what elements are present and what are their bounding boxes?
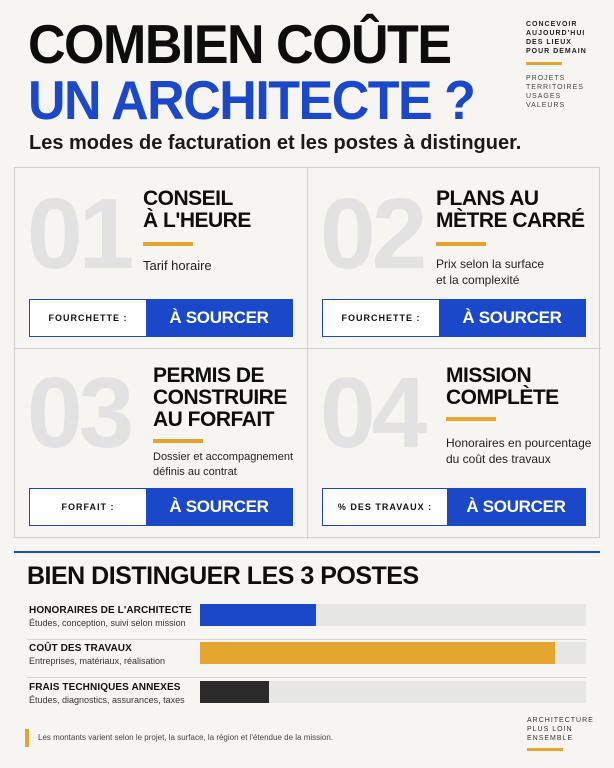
footnote-accent-bar <box>25 729 29 747</box>
card-title-line: MÈTRE CARRÉ <box>436 209 585 232</box>
side-tag: PROJETS <box>526 75 566 82</box>
card-title-line: CONSEIL <box>143 187 233 210</box>
card-description-line: définis au contrat <box>153 466 237 478</box>
cost-item-description: Études, conception, suivi selon mission <box>29 618 186 628</box>
price-value: À SOURCER <box>146 300 292 336</box>
footnote: Les montants varient selon le projet, la surface, la région et l'étendue de la mission. <box>38 733 334 742</box>
cost-item-description: Entreprises, matériaux, réalisation <box>29 656 166 666</box>
card-description <box>446 435 591 467</box>
side-tag: USAGES <box>526 93 562 100</box>
side-signature-line: ARCHITECTURE <box>527 717 594 724</box>
billing-card <box>15 349 308 539</box>
side-signature <box>527 716 607 751</box>
title-line-2: UN ARCHITECTE ? <box>28 70 475 132</box>
side-tagline-line: AUJOURD'HUI <box>526 30 586 37</box>
card-title <box>143 188 251 232</box>
card-number: 04 <box>320 357 424 469</box>
card-title-line: COMPLÈTE <box>446 386 559 409</box>
price-value: À SOURCER <box>439 300 585 336</box>
cost-item-description: Études, diagnostics, assurances, taxes <box>29 695 185 705</box>
price-label: FORFAIT : <box>61 502 115 512</box>
cost-item <box>27 679 587 717</box>
billing-modes-grid <box>14 167 600 538</box>
card-description-line: Tarif horaire <box>143 258 212 273</box>
cost-bar-fill <box>200 604 316 626</box>
side-signature-line: ENSEMBLE <box>527 735 574 742</box>
side-accent-bar <box>527 748 563 751</box>
cost-item-name: FRAIS TECHNIQUES ANNEXES <box>29 682 181 693</box>
card-title <box>436 188 585 232</box>
billing-card <box>15 168 308 349</box>
cost-bar-fill <box>200 642 555 664</box>
cost-bar-track <box>200 642 586 664</box>
title-line-1: COMBIEN COÛTE <box>28 14 451 76</box>
card-title-line: À L'HEURE <box>143 209 251 232</box>
card-title <box>153 365 287 431</box>
side-tag: TERRITOIRES <box>526 84 584 91</box>
price-value: À SOURCER <box>146 489 292 525</box>
price-label: % DES TRAVAUX : <box>337 502 433 512</box>
card-description-line: et la complexité <box>436 273 520 287</box>
price-box <box>29 488 293 526</box>
card-description-line: Prix selon la surface <box>436 257 545 271</box>
section-title: BIEN DISTINGUER LES 3 POSTES <box>27 562 419 590</box>
side-signature-line: PLUS LOIN <box>527 726 573 733</box>
card-description-line: Dossier et accompagnement <box>153 451 294 463</box>
section-divider <box>14 551 600 553</box>
side-tagline-line: CONCEVOIR <box>526 21 578 28</box>
card-description-line: du coût des travaux <box>446 452 551 466</box>
card-description-line: Honoraires en pourcentage <box>446 436 592 450</box>
cost-bar-track <box>200 681 586 703</box>
card-title <box>446 365 559 409</box>
card-description <box>143 258 212 274</box>
side-tag: VALEURS <box>526 102 566 109</box>
card-description <box>436 256 544 288</box>
side-tagline-line: POUR DEMAIN <box>526 48 587 55</box>
cost-item <box>27 640 587 678</box>
card-accent-bar <box>436 242 486 246</box>
card-title-line: PERMIS DE <box>153 364 265 387</box>
card-title-line: PLANS AU <box>436 187 539 210</box>
cost-bar-fill <box>200 681 269 703</box>
card-number: 01 <box>27 178 131 290</box>
side-tagline <box>526 20 606 110</box>
price-value: À SOURCER <box>447 489 585 525</box>
card-accent-bar <box>446 417 496 421</box>
price-label: FOURCHETTE : <box>341 313 421 323</box>
card-accent-bar <box>143 242 193 246</box>
subtitle: Les modes de facturation et les postes à distinguer. <box>29 132 522 154</box>
card-title-line: CONSTRUIRE <box>153 386 287 409</box>
price-box <box>322 299 586 337</box>
billing-card <box>308 349 601 539</box>
card-accent-bar <box>153 439 203 443</box>
cost-item <box>27 602 587 640</box>
card-title-line: MISSION <box>446 364 532 387</box>
card-description <box>153 450 293 480</box>
cost-item-name: COÛT DES TRAVAUX <box>29 643 132 654</box>
price-box <box>322 488 586 526</box>
price-box <box>29 299 293 337</box>
side-tagline-line: DES LIEUX <box>526 39 572 46</box>
card-number: 03 <box>27 357 131 469</box>
card-number: 02 <box>320 178 424 290</box>
side-accent-bar <box>526 62 562 65</box>
price-label: FOURCHETTE : <box>48 313 128 323</box>
cost-item-name: HONORAIRES DE L'ARCHITECTE <box>29 605 192 616</box>
billing-card <box>308 168 601 349</box>
card-title-line: AU FORFAIT <box>153 408 274 431</box>
cost-bar-track <box>200 604 586 626</box>
